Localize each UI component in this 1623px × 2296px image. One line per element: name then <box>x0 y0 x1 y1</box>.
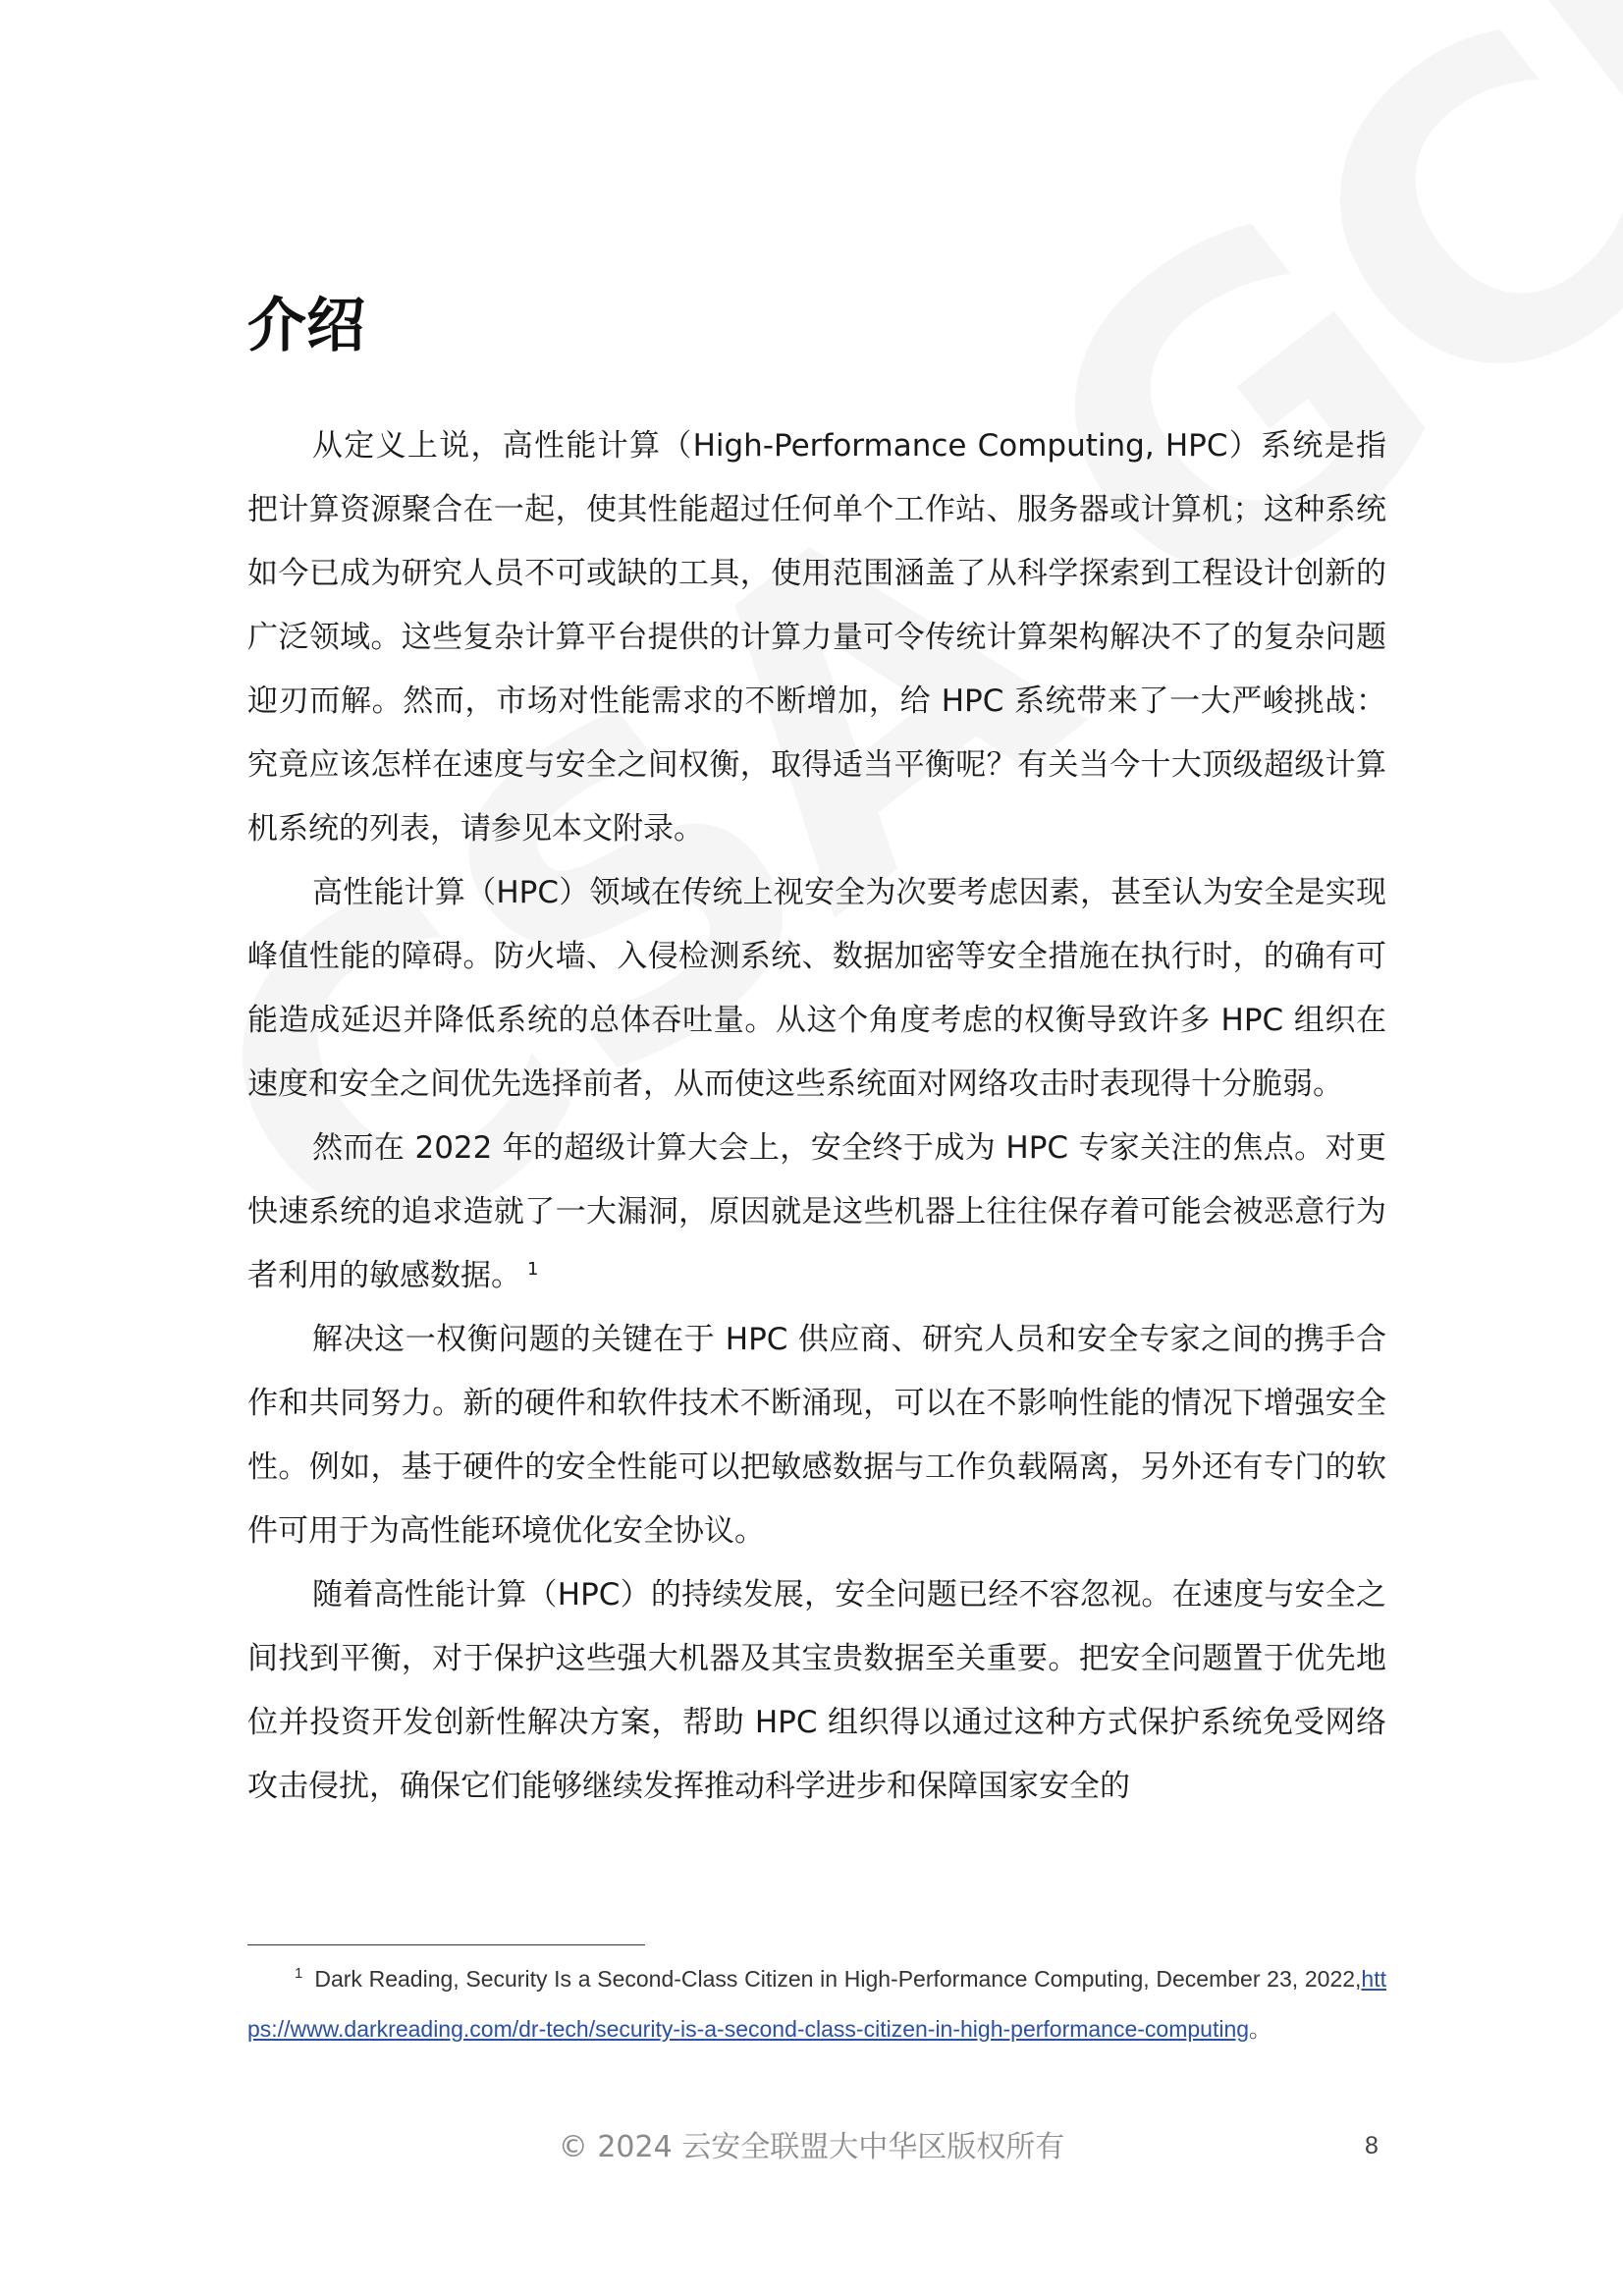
footnote <box>247 1954 1386 2054</box>
paragraph-5: 随着高性能计算（HPC）的持续发展，安全问题已经不容忽视。在速度与安全之间找到平衡，对于保护这些强大机器及其宝贵数据至关重要。把安全问题置于优先地位并投资开发创新性解决方案，帮助 HPC 组织得以通过这种方式保护系统免受网络攻击侵扰，确保它们能够继续发挥推动科学进步和保障国家安全的 <box>247 1577 1386 1804</box>
paragraph-2: 高性能计算（HPC）领域在传统上视安全为次要考虑因素，甚至认为安全是实现峰值性能的障碍。防火墙、入侵检测系统、数据加密等安全措施在执行时，的确有可能造成延迟并降低系统的总体吞吐量。从这个角度考虑的权衡导致许多 HPC 组织在速度和安全之间优先选择前者，从而使这些系统面对网络攻击时表现得十分脆弱。 <box>247 875 1386 1102</box>
body-text <box>247 414 1386 1819</box>
footnote-text: Dark Reading, Security Is a Second-Class Citizen in High-Performance Computing, December 23, 2022, <box>314 1966 1362 1992</box>
paragraph-3 <box>247 1117 1386 1308</box>
footnote-separator <box>247 1944 645 1945</box>
footnote-reference[interactable]: 1 <box>527 1258 539 1280</box>
paragraph-4: 解决这一权衡问题的关键在于 HPC 供应商、研究人员和安全专家之间的携手合作和共同努力。新的硬件和软件技术不断涌现，可以在不影响性能的情况下增强安全性。例如，基于硬件的安全性能可以把敏感数据与工作负载隔离，另外还有专门的软件可用于为高性能环境优化安全协议。 <box>247 1322 1386 1549</box>
copyright-footer: © 2024 云安全联盟大中华区版权所有 <box>558 2130 1065 2164</box>
footnote-link[interactable]: https://www.darkreading.com/dr-tech/security-is-a-second-class-citizen-in-high-performance-computing <box>247 1966 1386 2042</box>
page-number: 8 <box>1365 2132 1379 2159</box>
paragraph-1: 从定义上说，高性能计算（High-Performance Computing, HPC）系统是指把计算资源聚合在一起，使其性能超过任何单个工作站、服务器或计算机；这种系统如今已成为研究人员不可或缺的工具，使用范围涵盖了从科学探索到工程设计创新的广泛领域。这些复杂计算平台提供的计算力量可令传统计算架构解决不了的复杂问题迎刃而解。然而，市场对性能需求的不断增加，给 HPC 系统带来了一大严峻挑战：究竟应该怎样在速度与安全之间权衡，取得适当平衡呢？有关当今十大顶级超级计算机系统的列表，请参见本文附录。 <box>247 428 1386 847</box>
paragraph-3-text: 然而在 2022 年的超级计算大会上，安全终于成为 HPC 专家关注的焦点。对更快速系统的追求造就了一大漏洞，原因就是这些机器上往往保存着可能会被恶意行为者利用的敏感数据。 <box>247 1130 1386 1293</box>
footnote-end: 。 <box>1249 2016 1272 2042</box>
page-title: 介绍 <box>247 292 365 360</box>
footnote-marker: 1 <box>295 1965 303 1983</box>
